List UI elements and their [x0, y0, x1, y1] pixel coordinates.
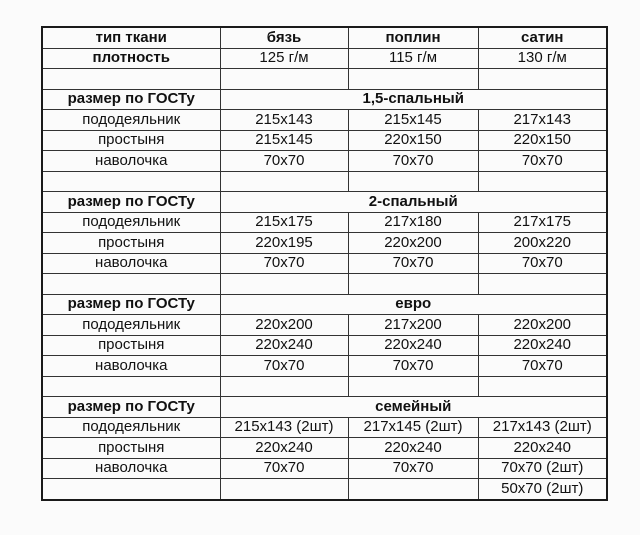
size-value: 220x195	[220, 233, 348, 254]
bed-size-title: 1,5-спальный	[220, 89, 607, 110]
empty-cell	[42, 69, 220, 90]
item-name: простыня	[42, 233, 220, 254]
table-row	[42, 356, 607, 377]
empty-cell	[478, 376, 607, 397]
spacer-row	[42, 171, 607, 192]
size-value: 215x143	[220, 110, 348, 131]
size-value: 70x70	[478, 356, 607, 377]
size-value: 220x200	[220, 315, 348, 336]
item-name: наволочка	[42, 458, 220, 479]
table-row	[42, 130, 607, 151]
item-name: простыня	[42, 130, 220, 151]
table-row	[42, 417, 607, 438]
size-standard-label: размер по ГОСТу	[42, 294, 220, 315]
density-value: 115 г/м	[348, 48, 478, 69]
table-row	[42, 212, 607, 233]
size-value: 215x145	[220, 130, 348, 151]
size-value: 217x143	[478, 110, 607, 131]
item-name: наволочка	[42, 253, 220, 274]
empty-cell	[220, 274, 348, 295]
size-value: 217x143 (2шт)	[478, 417, 607, 438]
fabric-name: сатин	[478, 27, 607, 48]
size-value: 217x145 (2шт)	[348, 417, 478, 438]
empty-cell	[220, 69, 348, 90]
empty-cell	[220, 376, 348, 397]
size-value: 217x175	[478, 212, 607, 233]
size-value: 70x70	[348, 458, 478, 479]
size-value: 70x70	[478, 151, 607, 172]
size-value: 50x70 (2шт)	[478, 479, 607, 500]
size-value: 220x240	[478, 438, 607, 459]
size-value: 220x240	[220, 335, 348, 356]
size-value: 70x70	[220, 253, 348, 274]
size-value: 220x240	[348, 335, 478, 356]
size-value: 220x200	[478, 315, 607, 336]
empty-cell	[348, 171, 478, 192]
empty-cell	[348, 274, 478, 295]
size-value: 215x143 (2шт)	[220, 417, 348, 438]
table-row	[42, 438, 607, 459]
fabric-name: поплин	[348, 27, 478, 48]
size-value: 200x220	[478, 233, 607, 254]
bed-size-title: семейный	[220, 397, 607, 418]
size-value: 70x70	[348, 151, 478, 172]
size-value: 220x240	[220, 438, 348, 459]
size-value: 220x240	[348, 438, 478, 459]
section-heading-row	[42, 89, 607, 110]
table-row	[42, 479, 607, 500]
section-heading-row	[42, 397, 607, 418]
size-value: 220x200	[348, 233, 478, 254]
table-row	[42, 335, 607, 356]
spacer-row	[42, 274, 607, 295]
bed-size-title: 2-спальный	[220, 192, 607, 213]
item-name: простыня	[42, 335, 220, 356]
table-row	[42, 151, 607, 172]
fabric-type-label: тип ткани	[42, 27, 220, 48]
table-body	[42, 27, 607, 500]
density-value: 125 г/м	[220, 48, 348, 69]
table-row	[42, 233, 607, 254]
item-name: пододеяльник	[42, 212, 220, 233]
empty-cell	[42, 274, 220, 295]
size-value: 70x70	[348, 356, 478, 377]
item-name	[42, 479, 220, 500]
size-value: 70x70	[478, 253, 607, 274]
size-value: 217x200	[348, 315, 478, 336]
density-value: 130 г/м	[478, 48, 607, 69]
empty-cell	[42, 171, 220, 192]
item-name: наволочка	[42, 356, 220, 377]
section-heading-row	[42, 294, 607, 315]
size-value: 70x70	[220, 356, 348, 377]
size-standard-label: размер по ГОСТу	[42, 89, 220, 110]
empty-cell	[220, 171, 348, 192]
size-standard-label: размер по ГОСТу	[42, 192, 220, 213]
size-value: 217x180	[348, 212, 478, 233]
bedding-size-table	[41, 26, 608, 501]
empty-cell	[478, 69, 607, 90]
spacer-row	[42, 69, 607, 90]
size-value: 220x240	[478, 335, 607, 356]
size-value: 70x70	[348, 253, 478, 274]
spacer-row	[42, 376, 607, 397]
empty-cell	[42, 376, 220, 397]
density-label: плотность	[42, 48, 220, 69]
item-name: пододеяльник	[42, 110, 220, 131]
size-value: 220x150	[478, 130, 607, 151]
empty-cell	[348, 376, 478, 397]
item-name: пододеяльник	[42, 417, 220, 438]
table-row	[42, 458, 607, 479]
fabric-type-row	[42, 27, 607, 48]
size-standard-label: размер по ГОСТу	[42, 397, 220, 418]
table-row	[42, 315, 607, 336]
bed-size-title: евро	[220, 294, 607, 315]
size-value: 220x150	[348, 130, 478, 151]
size-value	[220, 479, 348, 500]
fabric-name: бязь	[220, 27, 348, 48]
size-value	[348, 479, 478, 500]
size-value: 215x145	[348, 110, 478, 131]
section-heading-row	[42, 192, 607, 213]
empty-cell	[478, 274, 607, 295]
table-row	[42, 110, 607, 131]
empty-cell	[348, 69, 478, 90]
density-row	[42, 48, 607, 69]
empty-cell	[478, 171, 607, 192]
size-value: 70x70 (2шт)	[478, 458, 607, 479]
item-name: простыня	[42, 438, 220, 459]
size-value: 70x70	[220, 458, 348, 479]
item-name: наволочка	[42, 151, 220, 172]
size-value: 70x70	[220, 151, 348, 172]
table-row	[42, 253, 607, 274]
item-name: пододеяльник	[42, 315, 220, 336]
size-value: 215x175	[220, 212, 348, 233]
